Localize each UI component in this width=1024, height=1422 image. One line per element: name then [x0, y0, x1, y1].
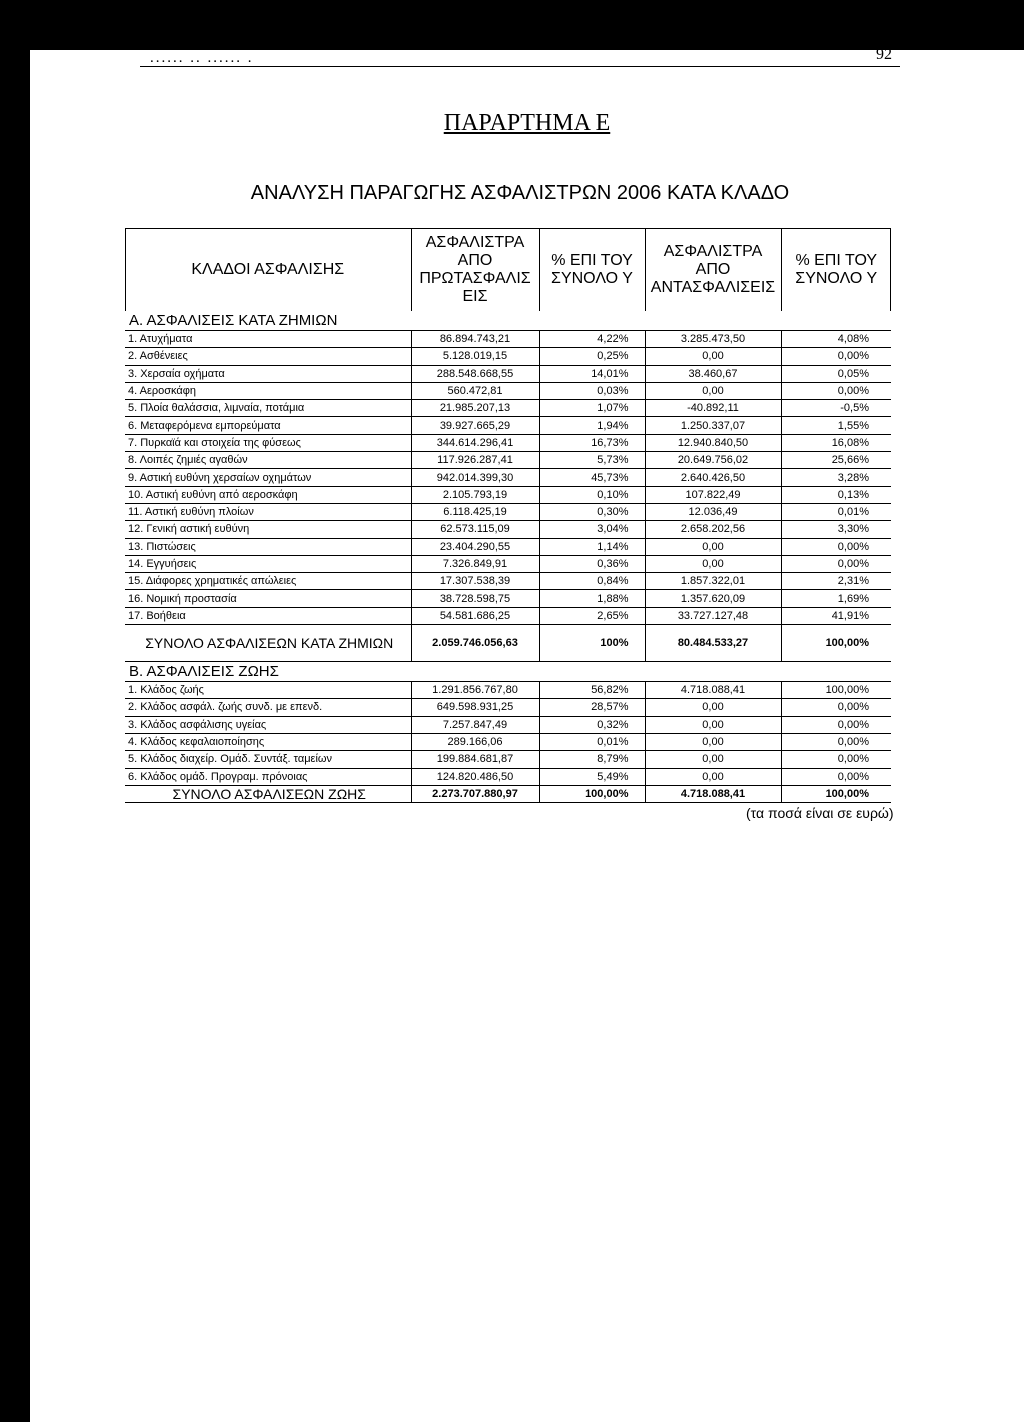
header-branches: ΚΛΑΔΟΙ ΑΣΦΑΛΙΣΗΣ [191, 260, 345, 278]
direct-percent-cell: 0,84% [539, 573, 645, 590]
reinsurance-percent-cell: 0,00% [781, 699, 891, 716]
branch-cell: 4. Αεροσκάφη [125, 382, 411, 399]
total-row-b [125, 785, 891, 802]
direct-percent-cell: 1,88% [539, 590, 645, 607]
table-row [125, 365, 891, 382]
reinsurance-percent-cell: 0,00% [781, 348, 891, 365]
table-row [125, 751, 891, 768]
reinsurance-premium-cell: 0,00 [645, 768, 781, 785]
reinsurance-premium-cell: 0,00 [645, 382, 781, 399]
direct-premium-cell: 560.472,81 [411, 382, 539, 399]
header-rule [140, 66, 900, 67]
reinsurance-premium-cell: 33.727.127,48 [645, 607, 781, 624]
reinsurance-percent-cell: 1,55% [781, 417, 891, 434]
section-b-heading-label: Β. ΑΣΦΑΛΙΣΕΙΣ ΖΩΗΣ [125, 662, 891, 682]
branch-cell: 5. Πλοία θαλάσσια, λιμναία, ποτάμια [125, 400, 411, 417]
reinsurance-premium-cell: 12.036,49 [645, 503, 781, 520]
reinsurance-premium-cell: 0,00 [645, 751, 781, 768]
reinsurance-premium-cell: 12.940.840,50 [645, 434, 781, 451]
appendix-title-wrap [0, 110, 1024, 137]
table-row [125, 382, 891, 399]
reinsurance-premium-cell: 1.357.620,09 [645, 590, 781, 607]
table-row [125, 538, 891, 555]
direct-premium-cell: 117.926.287,41 [411, 452, 539, 469]
branch-cell: 7. Πυρκαϊά και στοιχεία της φύσεως [125, 434, 411, 451]
direct-premium-cell: 5.128.019,15 [411, 348, 539, 365]
direct-premium-cell: 289.166,06 [411, 733, 539, 750]
reinsurance-percent-cell: 3,30% [781, 521, 891, 538]
section-a-heading-label: Α. ΑΣΦΑΛΙΣΕΙΣ ΚΑΤΑ ΖΗΜΙΩΝ [125, 311, 891, 331]
reinsurance-percent-cell: 0,13% [781, 486, 891, 503]
direct-premium-cell: 2.105.793,19 [411, 486, 539, 503]
branch-cell: 2. Ασθένειες [125, 348, 411, 365]
table-row [125, 434, 891, 451]
direct-premium-cell: 86.894.743,21 [411, 331, 539, 348]
reinsurance-premium-cell: 0,00 [645, 348, 781, 365]
total-row-a [125, 625, 891, 662]
branch-cell: 12. Γενική αστική ευθύνη [125, 521, 411, 538]
reinsurance-premium-cell: 4.718.088,41 [645, 682, 781, 699]
header-direct-premiums: ΑΣΦΑΛΙΣΤΡΑ ΑΠΟ ΠΡΩΤΑΣΦΑΛΙΣ ΕΙΣ [411, 228, 539, 311]
reinsurance-premium-cell: 107.822,49 [645, 486, 781, 503]
table-header-row [125, 228, 891, 311]
table-row [125, 348, 891, 365]
table-row [125, 607, 891, 624]
page-number: 92 [876, 46, 892, 63]
direct-premium-cell: 23.404.290,55 [411, 538, 539, 555]
direct-percent-cell: 4,22% [539, 331, 645, 348]
reinsurance-premium-cell: 80.484.533,27 [645, 625, 781, 662]
reinsurance-percent-cell: 0,00% [781, 768, 891, 785]
direct-premium-cell: 942.014.399,30 [411, 469, 539, 486]
reinsurance-premium-cell: 2.640.426,50 [645, 469, 781, 486]
direct-percent-cell: 0,10% [539, 486, 645, 503]
direct-premium-cell: 288.548.668,55 [411, 365, 539, 382]
reinsurance-percent-cell: 0,00% [781, 555, 891, 572]
branch-cell: 3. Χερσαία οχήματα [125, 365, 411, 382]
table-row [125, 486, 891, 503]
reinsurance-percent-cell: 100,00% [781, 625, 891, 662]
table-row [125, 733, 891, 750]
direct-premium-cell: 6.118.425,19 [411, 503, 539, 520]
reinsurance-percent-cell: 25,66% [781, 452, 891, 469]
direct-percent-cell: 100,00% [539, 785, 645, 802]
branch-cell: 5. Κλάδος διαχείρ. Ομάδ. Συντάξ. ταμείων [125, 751, 411, 768]
table-row [125, 521, 891, 538]
reinsurance-premium-cell: 20.649.756,02 [645, 452, 781, 469]
reinsurance-percent-cell: 0,00% [781, 716, 891, 733]
branch-cell: 17. Βοήθεια [125, 607, 411, 624]
branch-cell: 6. Κλάδος ομάδ. Προγραμ. πρόνοιας [125, 768, 411, 785]
direct-premium-cell: 7.257.847,49 [411, 716, 539, 733]
reinsurance-percent-cell: 0,05% [781, 365, 891, 382]
direct-premium-cell: 2.059.746.056,63 [411, 625, 539, 662]
direct-premium-cell: 62.573.115,09 [411, 521, 539, 538]
direct-percent-cell: 0,36% [539, 555, 645, 572]
direct-percent-cell: 0,32% [539, 716, 645, 733]
branch-cell: 14. Εγγυήσεις [125, 555, 411, 572]
reinsurance-percent-cell: 100,00% [781, 682, 891, 699]
reinsurance-percent-cell: 100,00% [781, 785, 891, 802]
reinsurance-premium-cell: 4.718.088,41 [645, 785, 781, 802]
reinsurance-percent-cell: 16,08% [781, 434, 891, 451]
direct-premium-cell: 17.307.538,39 [411, 573, 539, 590]
table-row [125, 417, 891, 434]
direct-percent-cell: 28,57% [539, 699, 645, 716]
header-reinsurance-premiums: ΑΣΦΑΛΙΣΤΡΑ ΑΠΟ ΑΝΤΑΣΦΑΛΙΣΕΙΣ [645, 228, 781, 311]
branch-cell: 10. Αστική ευθύνη από αεροσκάφη [125, 486, 411, 503]
table-row [125, 573, 891, 590]
reinsurance-premium-cell: 1.857.322,01 [645, 573, 781, 590]
table-row [125, 699, 891, 716]
reinsurance-premium-cell: 0,00 [645, 538, 781, 555]
table-row [125, 590, 891, 607]
direct-percent-cell: 0,25% [539, 348, 645, 365]
direct-premium-cell: 21.985.207,13 [411, 400, 539, 417]
reinsurance-percent-cell: 41,91% [781, 607, 891, 624]
direct-percent-cell: 5,49% [539, 768, 645, 785]
table-body [125, 311, 891, 803]
direct-premium-cell: 54.581.686,25 [411, 607, 539, 624]
direct-premium-cell: 344.614.296,41 [411, 434, 539, 451]
direct-percent-cell: 2,65% [539, 607, 645, 624]
page-title: ΑΝΑΛΥΣΗ ΠΑΡΑΓΩΓΗΣ ΑΣΦΑΛΙΣΤΡΩΝ 2006 ΚΑΤΑ ΚΛΑΔΟ [250, 182, 790, 204]
direct-premium-cell: 199.884.681,87 [411, 751, 539, 768]
branch-cell: 3. Κλάδος ασφάλισης υγείας [125, 716, 411, 733]
reinsurance-premium-cell: -40.892,11 [645, 400, 781, 417]
branch-cell: 4. Κλάδος κεφαλαιοποίησης [125, 733, 411, 750]
direct-percent-cell: 0,30% [539, 503, 645, 520]
table-row [125, 555, 891, 572]
header-text: ...... .. ...... . [150, 50, 254, 66]
table-row [125, 400, 891, 417]
reinsurance-percent-cell: -0,5% [781, 400, 891, 417]
section-b-heading [125, 662, 891, 682]
reinsurance-premium-cell: 2.658.202,56 [645, 521, 781, 538]
direct-percent-cell: 16,73% [539, 434, 645, 451]
reinsurance-premium-cell: 3.285.473,50 [645, 331, 781, 348]
branch-cell: 1. Ατυχήματα [125, 331, 411, 348]
reinsurance-premium-cell: 1.250.337,07 [645, 417, 781, 434]
reinsurance-percent-cell: 4,08% [781, 331, 891, 348]
reinsurance-premium-cell: 0,00 [645, 699, 781, 716]
branch-cell: 15. Διάφορες χρηματικές απώλειες [125, 573, 411, 590]
direct-premium-cell: 1.291.856.767,80 [411, 682, 539, 699]
branch-cell: 6. Μεταφερόμενα εμπορεύματα [125, 417, 411, 434]
branch-cell: 2. Κλάδος ασφάλ. ζωής συνδ. με επενδ. [125, 699, 411, 716]
branch-cell: 8. Λοιπές ζημιές αγαθών [125, 452, 411, 469]
premiums-table [125, 228, 891, 803]
direct-percent-cell: 14,01% [539, 365, 645, 382]
table-row [125, 716, 891, 733]
direct-premium-cell: 124.820.486,50 [411, 768, 539, 785]
table-row [125, 503, 891, 520]
direct-percent-cell: 1,14% [539, 538, 645, 555]
branch-cell: 11. Αστική ευθύνη πλοίων [125, 503, 411, 520]
reinsurance-premium-cell: 0,00 [645, 733, 781, 750]
direct-percent-cell: 1,07% [539, 400, 645, 417]
header-direct-percent: % ΕΠΙ ΤΟΥ ΣΥΝΟΛΟ Υ [539, 228, 645, 311]
reinsurance-premium-cell: 0,00 [645, 716, 781, 733]
appendix-title: ΠΑΡΑΡΤΗΜΑ Ε [443, 110, 611, 136]
branch-cell: 1. Κλάδος ζωής [125, 682, 411, 699]
direct-premium-cell: 38.728.598,75 [411, 590, 539, 607]
reinsurance-percent-cell: 0,00% [781, 733, 891, 750]
branch-cell: ΣΥΝΟΛΟ ΑΣΦΑΛΙΣΕΩΝ ΖΩΗΣ [125, 785, 411, 802]
currency-note: (τα ποσά είναι σε ευρώ) [746, 805, 894, 821]
direct-percent-cell: 3,04% [539, 521, 645, 538]
direct-percent-cell: 0,03% [539, 382, 645, 399]
branch-cell: 16. Νομική προστασία [125, 590, 411, 607]
reinsurance-percent-cell: 0,00% [781, 538, 891, 555]
direct-premium-cell: 649.598.931,25 [411, 699, 539, 716]
direct-percent-cell: 0,01% [539, 733, 645, 750]
table-row [125, 682, 891, 699]
reinsurance-percent-cell: 2,31% [781, 573, 891, 590]
direct-percent-cell: 1,94% [539, 417, 645, 434]
direct-percent-cell: 5,73% [539, 452, 645, 469]
direct-premium-cell: 7.326.849,91 [411, 555, 539, 572]
table-row [125, 768, 891, 785]
reinsurance-percent-cell: 0,01% [781, 503, 891, 520]
table-row [125, 469, 891, 486]
reinsurance-percent-cell: 3,28% [781, 469, 891, 486]
direct-premium-cell: 2.273.707.880,97 [411, 785, 539, 802]
direct-premium-cell: 39.927.665,29 [411, 417, 539, 434]
reinsurance-percent-cell: 0,00% [781, 751, 891, 768]
branch-cell: 9. Αστική ευθύνη χερσαίων οχημάτων [125, 469, 411, 486]
header-reinsurance-percent: % ΕΠΙ ΤΟΥ ΣΥΝΟΛΟ Υ [781, 228, 891, 311]
table-row [125, 331, 891, 348]
table-row [125, 452, 891, 469]
reinsurance-percent-cell: 0,00% [781, 382, 891, 399]
direct-percent-cell: 8,79% [539, 751, 645, 768]
reinsurance-premium-cell: 38.460,67 [645, 365, 781, 382]
reinsurance-premium-cell: 0,00 [645, 555, 781, 572]
branch-cell: 13. Πιστώσεις [125, 538, 411, 555]
direct-percent-cell: 45,73% [539, 469, 645, 486]
direct-percent-cell: 56,82% [539, 682, 645, 699]
direct-percent-cell: 100% [539, 625, 645, 662]
branch-cell: ΣΥΝΟΛΟ ΑΣΦΑΛΙΣΕΩΝ ΚΑΤΑ ΖΗΜΙΩΝ [125, 625, 411, 662]
reinsurance-percent-cell: 1,69% [781, 590, 891, 607]
section-a-heading [125, 311, 891, 331]
